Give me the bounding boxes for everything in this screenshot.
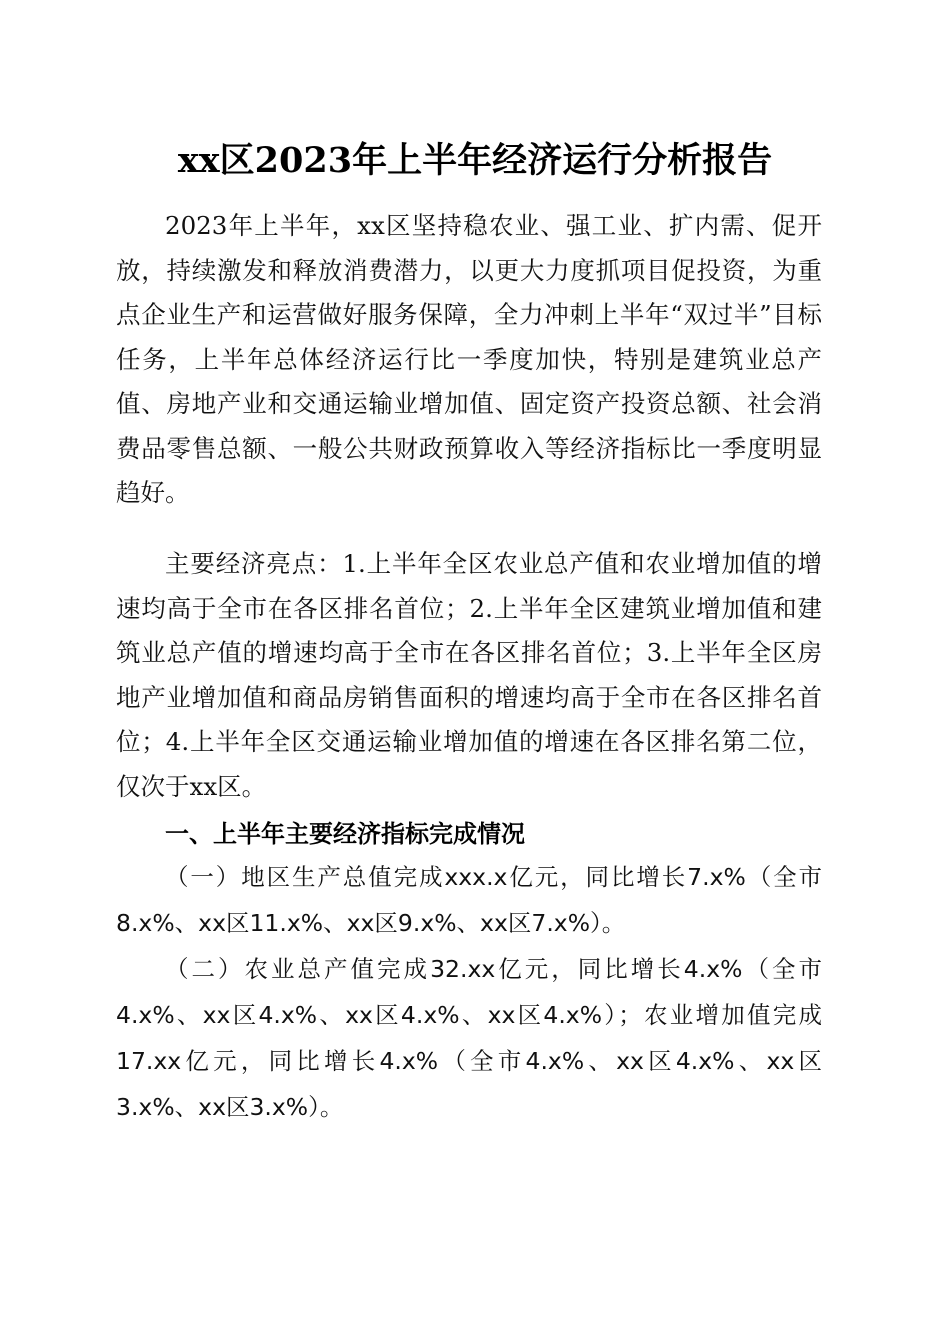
intro-paragraph: 2023年上半年，xx区坚持稳农业、强工业、扩内需、促开放，持续激发和释放消费潜力，以更大力度抓项目促投资，为重点企业生产和运营做好服务保障，全力冲刺上半年“双过半”目标任务，上半年总体经济运行比一季度加快，特别是建筑业总产值、房地产业和交通运输业增加值、固定资产投资总额、社会消费品零售总额、一般公共财政预算收入等经济指标比一季度明显趋好。: [116, 211, 822, 507]
document-title: xx区2023年上半年经济运行分析报告: [177, 140, 773, 181]
indicator-item-agriculture: （二）农业总产值完成32.xx亿元，同比增长4.x%（全市4.x%、xx区4.x%、xx区4.x%、xx区4.x%）；农业增加值完成17.xx亿元，同比增长4.x%（全市4.x%、xx区4.x%、xx区3.x%、xx区3.x%）。: [116, 955, 822, 1121]
highlights-paragraph: 主要经济亮点：1.上半年全区农业总产值和农业增加值的增速均高于全市在各区排名首位；2.上半年全区建筑业增加值和建筑业总产值的增速均高于全市在各区排名首位；3.上半年全区房地产业增加值和商品房销售面积的增速均高于全市在各区排名首位；4.上半年全区交通运输业增加值的增速在各区排名第二位，仅次于xx区。: [116, 549, 822, 801]
indicator-item-gdp: （一）地区生产总值完成xxx.x亿元，同比增长7.x%（全市8.x%、xx区11.x%、xx区9.x%、xx区7.x%）。: [116, 863, 822, 937]
section-heading: 一、上半年主要经济指标完成情况: [165, 820, 525, 848]
